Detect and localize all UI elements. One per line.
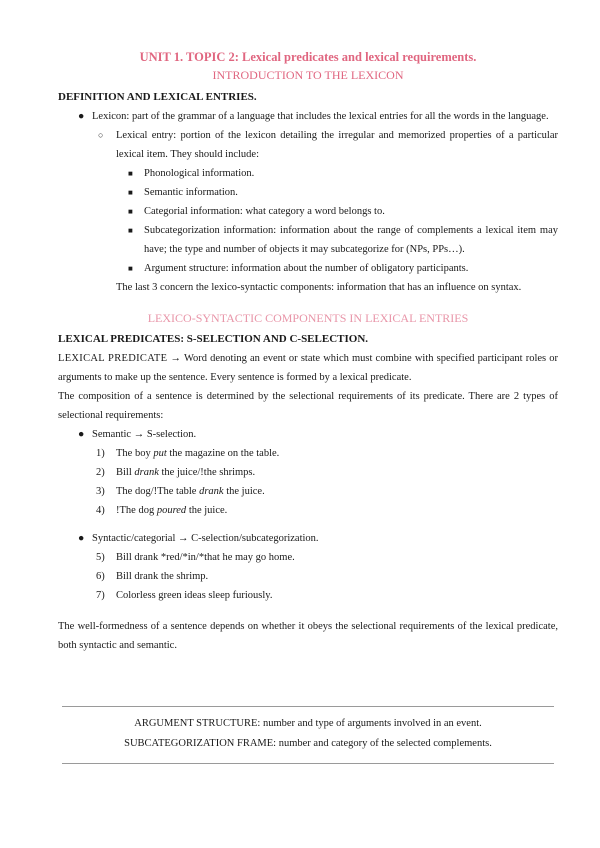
list-item: [58, 202, 558, 221]
example-text: The dog/!The table: [116, 486, 200, 497]
semantic-target: S-selection.: [146, 429, 197, 440]
entry-component: Argument structure: information about the number of obligatory participants.: [144, 263, 469, 274]
example-item: [58, 463, 558, 482]
arrow-icon: →: [170, 353, 181, 364]
example-verb: put: [153, 448, 167, 459]
list-item: [58, 259, 558, 278]
entry-component: Categorial information: what category a word belongs to.: [144, 206, 385, 217]
example-text: the juice.: [223, 486, 265, 497]
section-heading-lexico-syntactic: LEXICO-SYNTACTIC COMPONENTS IN LEXICAL ENTRIES: [147, 311, 469, 325]
page-subtitle: INTRODUCTION TO THE LEXICON: [212, 68, 404, 82]
section-heading-lexical-predicates: LEXICAL PREDICATES: S-SELECTION AND C-SELECTION.: [58, 333, 369, 345]
example-verb: drank: [199, 486, 224, 497]
conclusion-paragraph: The well-formedness of a sentence depends on whether it obeys the selectional requirements of the lexical predicate, both syntactic and semantic.: [58, 621, 558, 651]
example-item: [58, 548, 558, 567]
arrow-icon: →: [133, 429, 145, 440]
lexico-syntactic-note: The last 3 concern the lexico-syntactic components: information that has an influence on syntax.: [116, 282, 522, 293]
list-item: [58, 221, 558, 259]
example-item: [58, 444, 558, 463]
example-item: [58, 501, 558, 520]
example-text: the juice/!the shrimps.: [158, 467, 256, 478]
example-item: [58, 482, 558, 501]
list-item: [58, 126, 558, 164]
list-item: [58, 164, 558, 183]
entry-component: Subcategorization information: information about the range of complements a lexical item may have; the type and number of objects it may subcategorize for (NPs, PPs…).: [144, 225, 558, 255]
list-item: [58, 529, 558, 548]
square-bullet-icon: ■: [128, 188, 133, 197]
example-text: the juice.: [186, 505, 228, 516]
list-item: [58, 183, 558, 202]
example-number: 7): [96, 590, 105, 601]
example-number: 5): [96, 552, 105, 563]
lexical-predicate-text: Word denoting an event or state which must combine with specified participant roles or arguments to make up the sentence. Every sentence is formed by a lexical predicate.: [58, 353, 558, 383]
example-verb: drank: [134, 467, 159, 478]
bullet-icon: ●: [78, 429, 85, 440]
circle-bullet-icon: ○: [98, 130, 104, 140]
bullet-icon: ●: [78, 533, 85, 544]
example-item: [58, 586, 558, 605]
page-title: UNIT 1. TOPIC 2: Lexical predicates and lexical requirements.: [139, 50, 477, 64]
selection-list-syntactic: [58, 529, 558, 548]
square-bullet-icon: ■: [128, 169, 133, 178]
arrow-icon: →: [178, 533, 189, 544]
document-page: [58, 48, 558, 655]
example-item: [58, 567, 558, 586]
lexical-entry-definition: Lexical entry: portion of the lexicon detailing the irregular and memorized properties of a particular lexical item. They should include:: [116, 130, 558, 160]
semantic-label: Semantic: [92, 429, 132, 440]
square-bullet-icon: ■: [128, 226, 133, 235]
entry-component: Phonological information.: [144, 168, 255, 179]
subcategorization-frame-definition: SUBCATEGORIZATION FRAME: number and category of the selected complements.: [124, 738, 492, 749]
example-text: Bill drank the shrimp.: [116, 571, 209, 582]
lexicon-definition: Lexicon: part of the grammar of a language that includes the lexical entries for all the words in the language.: [92, 111, 549, 122]
example-text: Bill drank *red/*in/*that he may go home.: [116, 552, 295, 563]
list-item: [58, 107, 558, 126]
square-bullet-icon: ■: [128, 264, 133, 273]
argument-structure-definition: ARGUMENT STRUCTURE: number and type of arguments involved in an event.: [134, 718, 482, 729]
example-verb: poured: [156, 505, 187, 516]
lexical-predicate-definition: [58, 349, 558, 387]
example-number: 6): [96, 571, 105, 582]
square-bullet-icon: ■: [128, 207, 133, 216]
example-text: Bill: [116, 467, 135, 478]
example-text: Colorless green ideas sleep furiously.: [116, 590, 273, 601]
divider-top: [62, 706, 554, 707]
lexical-predicate-term: LEXICAL PREDICATE: [58, 353, 168, 364]
entry-component: Semantic information.: [144, 187, 238, 198]
section-heading-definitions: DEFINITION AND LEXICAL ENTRIES.: [58, 91, 257, 103]
composition-paragraph: The composition of a sentence is determined by the selectional requirements of its predicate. There are 2 types of selectional requirements:: [58, 391, 558, 421]
syntactic-target: C-selection/subcategorization.: [191, 533, 319, 544]
example-number: 4): [96, 505, 105, 516]
definition-list: [58, 107, 558, 278]
example-number: 2): [96, 467, 105, 478]
example-text: !The dog: [116, 505, 157, 516]
selection-list: [58, 425, 558, 444]
example-text: The boy: [116, 448, 154, 459]
example-number: 3): [96, 486, 105, 497]
syntactic-examples: [58, 548, 558, 605]
syntactic-label: Syntactic/categorial: [92, 533, 176, 544]
divider-bottom: [62, 763, 554, 764]
semantic-examples: [58, 444, 558, 520]
bullet-icon: ●: [78, 111, 85, 122]
list-item: [58, 425, 558, 444]
example-number: 1): [96, 448, 105, 459]
example-text: the magazine on the table.: [166, 448, 280, 459]
